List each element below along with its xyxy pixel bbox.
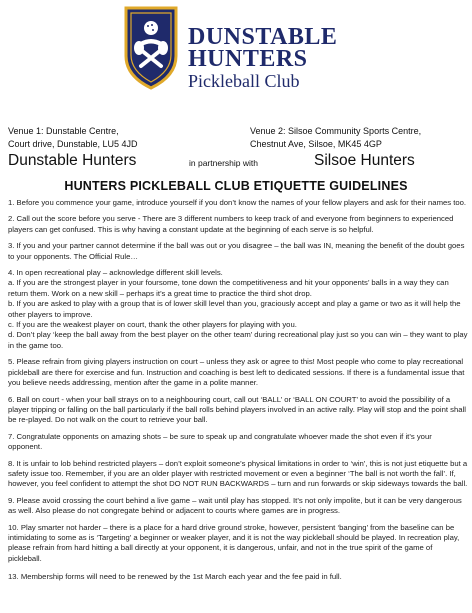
etiquette-rules (8, 198, 468, 589)
document-title: HUNTERS PICKLEBALL CLUB ETIQUETTE GUIDELINES (64, 179, 408, 193)
club-name-left: Dunstable Hunters (8, 152, 137, 169)
venue-1-line-1: Venue 1: Dunstable Centre, (8, 126, 119, 136)
rule-9: 9. Please avoid crossing the court behind a live game – wait until play has stopped. It’s not only impolite, but it can be very dangerous as well. Also please do not congregate behind or adjacent to courts where games are in progress. (8, 495, 462, 516)
rule-4c: c. If you are the weakest player on court, thank the other players for playing with you. (8, 320, 297, 330)
venue-2-line-2: Chestnut Ave, Silsoe, MK45 4GP (250, 138, 382, 149)
rule-3: 3. If you and your partner cannot determine if the ball was out or you disagree – the ball was IN, meaning the benefit of the doubt goes to your opponents. The Official Rule… (8, 241, 465, 261)
rule-4-intro: 4. In open recreational play – acknowledge different skill levels. (8, 268, 223, 278)
rule-4 (8, 268, 468, 351)
rule-4b: b. If you are asked to play with a group that is of lower skill level than you, graciously accept and play a game or two as it will help the other players to improve. (8, 299, 461, 319)
rule-2: 2. Call out the score before you serve - There are 3 different numbers to keep track of and everyone from beginners to experienced players can get confused. This is why having a constant update at the beginning of each serve is so helpful. (8, 214, 454, 234)
brand-line-1: DUNSTABLE (188, 24, 338, 50)
rule-7: 7. Congratulate opponents on amazing shots – be sure to speak up and congratulate whoever made the shot even if it’s your opponent. (8, 431, 432, 452)
venue-1-address (8, 125, 208, 150)
rule-10: 10. Play smarter not harder – there is a place for a hard drive ground stroke, however, persistent ‘banging’ from the baseline can be intimidating to some as is ‘Targeting’ a beginner or weaker player, and it is not the way pickleball should be played. In recreation play, please refrain from hard hitting a ball directly at your opponent, it is dangerous, unfair, and not in the true spirit of the game of pickleball. (8, 522, 460, 563)
rule-5: 5. Please refrain from giving players instruction on court – unless they ask or agree to this! Most people who come to play recreational pickleball are there for exercise and fun. Instruction and coaching is best left to dedicated sessions. If there is a fundamental issue that you believe needs addressing, mention after the game in a polite manner. (8, 357, 465, 388)
club-wordmark (188, 26, 337, 91)
brand-line-3: Pickleball Club (188, 71, 300, 91)
rule-13: 13. Membership forms will need to be renewed by the 1st March each year and the fee paid in full. (8, 572, 342, 582)
club-name-right: Silsoe Hunters (314, 152, 415, 169)
club-logo (104, 6, 404, 90)
rule-4a: a. If you are the strongest player in your foursome, tone down the competitiveness and hit your opponents’ balls in a way they can return them. Work on a new skill – perhaps it’s a great time to practice the third shot drop. (8, 278, 449, 298)
venue-2-address (250, 125, 470, 150)
shield-logo-icon (122, 6, 180, 90)
venue-1-line-2: Court drive, Dunstable, LU5 4JD (8, 138, 138, 149)
rule-4d: d. Don’t play ‘keep the ball away from the best player on the other team’ during recreational play just so you can win – they want to play in the game too. (8, 330, 468, 350)
club-partnership-row (8, 152, 468, 172)
brand-line-2: HUNTERS (188, 46, 308, 72)
rule-6: 6. Ball on court - when your ball strays on to a neighbouring court, call out ‘BALL’ or ‘BALL ON COURT’ to avoid the possibility of a player tripping or falling on the ball particularly if the ball rolls behind players involved in an active rally. Play will stop and the point shall be re-played. Do not walk on the court to retrieve your ball. (8, 394, 466, 425)
rule-1: 1. Before you commence your game, introduce yourself if you don’t know the names of your fellow players and ask for their names too. (8, 198, 467, 207)
rule-8: 8. It is unfair to lob behind restricted players – don’t exploit someone’s physical limitations in order to ‘win’, this is not just etiquette but a safety issue too. Remember, if you are an older player with restricted movement or even a beginner ‘The ball is not worth the fall’. If, however, you feel confident to attempt the shot DO NOT RUN BACKWARDS – turn and run forwards or skip sideways towards the ball. (8, 458, 468, 489)
venue-2-line-1: Venue 2: Silsoe Community Sports Centre, (250, 126, 422, 136)
partnership-text: in partnership with (189, 158, 258, 168)
